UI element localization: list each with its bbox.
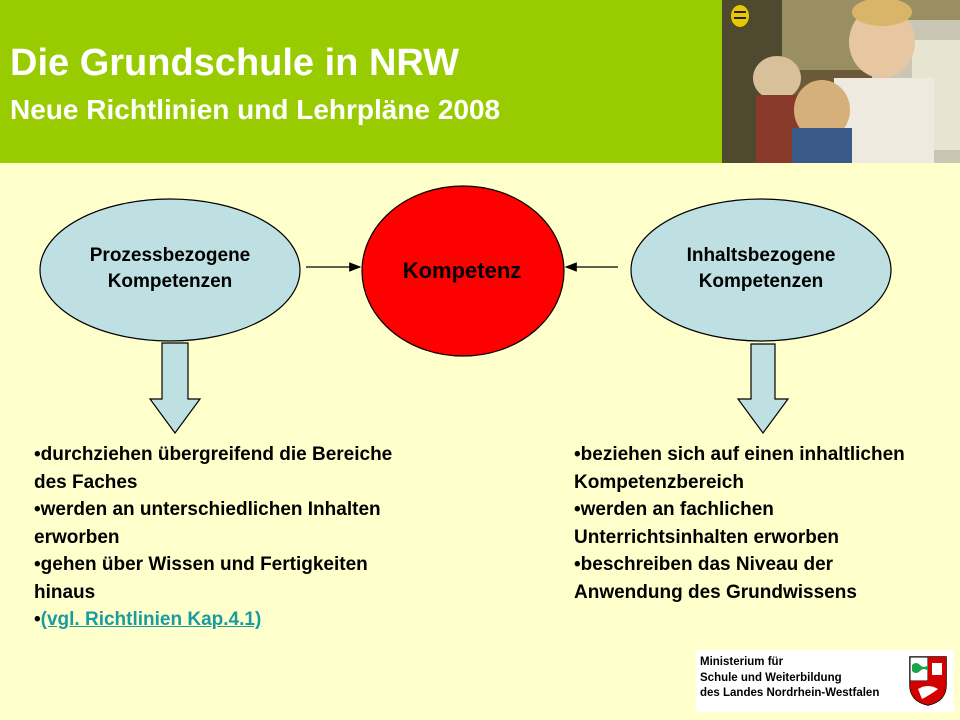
left-oval-line1: Prozessbezogene <box>89 245 251 266</box>
list-item: • gehen über Wissen und Fertigkeiten hinaus <box>34 551 394 606</box>
list-item <box>34 606 394 634</box>
guidelines-link[interactable]: (vgl. Richtlinien Kap.4.1) <box>40 609 262 630</box>
classroom-photo <box>722 0 960 163</box>
list-item: • werden an fachlichen Unterrichtsinhalten erworben <box>574 496 946 551</box>
title-banner <box>0 0 722 163</box>
left-oval-label <box>40 243 300 295</box>
center-label-text: Kompetenz <box>402 258 522 283</box>
left-oval-line2: Kompetenzen <box>107 271 233 292</box>
process-competence-list <box>34 441 394 634</box>
content-competence-list <box>574 441 946 606</box>
ministry-line3: des Landes Nordrhein-Westfalen <box>700 687 880 699</box>
list-item: • durchziehen übergreifend die Bereiche des Faches <box>34 441 394 496</box>
list-item: • beschreiben das Niveau der Anwendung des Grundwissens <box>574 551 946 606</box>
slide-subtitle: Neue Richtlinien und Lehrpläne 2008 <box>10 94 501 125</box>
slide-title: Die Grundschule in NRW <box>10 42 460 84</box>
right-oval-label <box>631 243 891 295</box>
right-down-arrow <box>738 344 788 433</box>
list-item: • beziehen sich auf einen inhaltlichen Kompetenzbereich <box>574 441 946 496</box>
ministry-logo <box>696 650 954 712</box>
right-oval-line1: Inhaltsbezogene <box>686 245 836 266</box>
ministry-line1: Ministerium für <box>700 656 784 668</box>
list-item: • werden an unterschiedlichen Inhalten erworben <box>34 496 394 551</box>
center-label <box>362 258 562 284</box>
ministry-name <box>700 655 879 702</box>
competence-diagram <box>0 163 960 438</box>
right-oval-line2: Kompetenzen <box>698 271 824 292</box>
nrw-crest-icon <box>908 655 948 707</box>
ministry-line2: Schule und Weiterbildung <box>700 671 842 684</box>
left-down-arrow <box>150 343 200 433</box>
